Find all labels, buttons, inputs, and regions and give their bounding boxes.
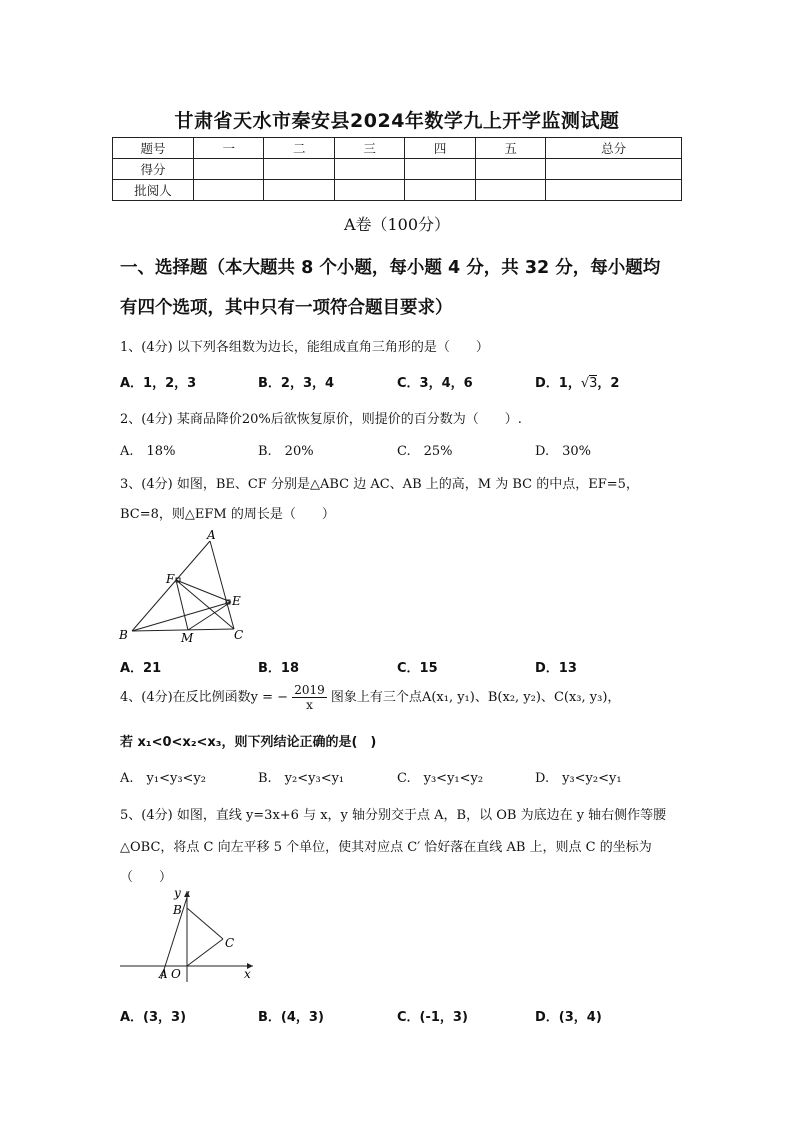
score-table-header <box>113 138 682 159</box>
question-5-stem-line1: 5、(4分) 如图，直线 y=3x+6 与 x，y 轴分别交于点 A，B，以 OB 为底边在 y 轴右侧作等腰 <box>120 808 667 823</box>
figure-label-c: C <box>234 628 244 642</box>
q4-option-a: A. y₁<y₃<y₂ <box>120 771 206 786</box>
q4-stem-prefix: 4、(4分)在反比例函数y = − <box>120 690 289 705</box>
question-3-stem-line1: 3、(4分) 如图，BE、CF 分别是△ABC 边 AC、AB 上的高，M 为 BC 的中点，EF=5， <box>120 477 639 492</box>
table-cell <box>264 159 334 180</box>
q1-option-d <box>535 372 619 391</box>
table-cell <box>475 159 545 180</box>
question-3-stem-line2: BC=8，则△EFM 的周长是（ ） <box>120 507 335 522</box>
table-cell <box>546 180 682 201</box>
q2-option-a: A. 18% <box>120 444 176 459</box>
table-cell <box>194 180 264 201</box>
table-cell <box>334 180 404 201</box>
table-cell: 题号 <box>113 138 194 159</box>
figure-label-m: M <box>181 631 194 645</box>
table-cell <box>405 180 475 201</box>
q5-option-c: C．(-1，3) <box>397 1010 468 1025</box>
table-cell: 四 <box>405 138 475 159</box>
table-cell <box>194 159 264 180</box>
q1-option-d-prefix: D．1， <box>535 376 581 391</box>
q5-option-a: A．(3，3) <box>120 1010 187 1025</box>
table-cell: 二 <box>264 138 334 159</box>
q3-option-c: C．15 <box>397 661 438 676</box>
sqrt-radicand: 3 <box>589 376 598 391</box>
table-cell: 批阅人 <box>113 180 194 201</box>
figure-label-b: B <box>119 628 128 642</box>
q3-option-d: D．13 <box>535 661 577 676</box>
table-cell <box>334 159 404 180</box>
fraction <box>292 683 327 712</box>
q1-option-d-suffix: ，2 <box>597 376 620 391</box>
figure-label-a: A <box>159 967 168 981</box>
question-2-stem: 2、(4分) 某商品降价20%后欲恢复原价，则提价的百分数为（ ）. <box>120 412 522 427</box>
section-a-heading: A卷（100分） <box>343 215 451 234</box>
point-a: A(x₁, y₁) <box>421 690 475 705</box>
score-table <box>112 137 682 201</box>
page-title: 甘肃省天水市秦安县2024年数学九上开学监测试题 <box>174 110 620 132</box>
q2-option-d: D. 30% <box>535 444 591 459</box>
point-c: C(x₃, y₃) <box>553 690 608 705</box>
q3-option-a: A．21 <box>120 661 162 676</box>
axis-label-y: y <box>174 886 181 900</box>
table-cell <box>546 159 682 180</box>
fraction-numerator: 2019 <box>294 683 325 697</box>
table-cell: 总分 <box>546 138 682 159</box>
table-cell <box>264 180 334 201</box>
triangle-abc-figure <box>112 528 252 648</box>
question-5-stem-line3: （ ） <box>120 870 173 885</box>
q1-option-c: C．3，4，6 <box>397 376 473 391</box>
sqrt-sign: √ <box>580 376 590 391</box>
figure-label-o: O <box>171 967 181 981</box>
question-4-stem-line1: 4、(4分)在反比例函数y = − $\frac{2019}{x}$ 图象上有三个点A(x₁, y₁)、B(x₂, y₂)、C(x₃, y₃)， <box>120 683 621 712</box>
part1-heading-line2: 有四个选项，其中只有一项符合题目要求） <box>120 298 453 318</box>
fraction-denominator: x <box>306 698 313 712</box>
point-b: B(x₂, y₂) <box>487 690 541 705</box>
axis-label-x: x <box>244 967 251 981</box>
table-row <box>113 180 682 201</box>
q3-option-b: B．18 <box>258 661 299 676</box>
table-cell <box>475 180 545 201</box>
figure-label-f: F <box>166 572 175 586</box>
coordinate-figure <box>115 886 260 986</box>
figure-label-a: A <box>207 528 216 542</box>
table-cell <box>405 159 475 180</box>
q2-option-b: B. 20% <box>258 444 314 459</box>
figure-label-b: B <box>173 903 182 917</box>
q4-option-d: D. y₃<y₂<y₁ <box>535 771 622 786</box>
part1-heading-line1: 一、选择题（本大题共 8 个小题，每小题 4 分，共 32 分，每小题均 <box>120 258 661 278</box>
table-cell: 三 <box>334 138 404 159</box>
table-cell: 得分 <box>113 159 194 180</box>
q2-option-c: C. 25% <box>397 444 453 459</box>
question-4-stem-line2: 若 x₁<0<x₂<x₃，则下列结论正确的是( ) <box>120 735 377 750</box>
q4-option-c: C. y₃<y₁<y₂ <box>397 771 484 786</box>
figure-label-e: E <box>232 594 241 608</box>
table-cell: 五 <box>475 138 545 159</box>
question-1-stem: 1、(4分) 以下列各组数为边长，能组成直角三角形的是（ ） <box>120 340 489 355</box>
question-5-stem-line2: △OBC，将点 C 向左平移 5 个单位，使其对应点 C′ 恰好落在直线 AB 上，则点 C 的坐标为 <box>120 840 652 855</box>
table-row <box>113 159 682 180</box>
q4-option-b: B. y₂<y₃<y₁ <box>258 771 345 786</box>
figure-label-c: C <box>225 936 235 950</box>
q1-option-a: A．1，2，3 <box>120 376 197 391</box>
q5-option-d: D．(3，4) <box>535 1010 602 1025</box>
table-cell: 一 <box>194 138 264 159</box>
q5-option-b: B．(4，3) <box>258 1010 324 1025</box>
q4-stem-mid: 图象上有三个点 <box>330 690 422 705</box>
q1-option-b: B．2，3，4 <box>258 376 335 391</box>
